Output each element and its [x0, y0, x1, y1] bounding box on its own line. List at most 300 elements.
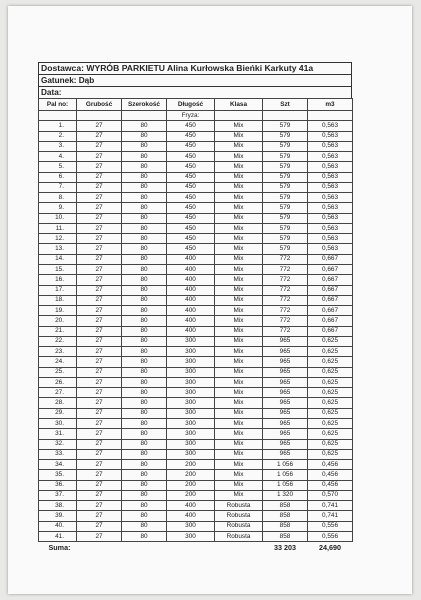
pieces: 965 [263, 336, 308, 346]
volume-m3: 0,625 [308, 408, 353, 418]
thickness: 27 [77, 254, 122, 264]
length: 300 [167, 377, 215, 387]
volume-m3: 0,563 [308, 234, 353, 244]
table-row [39, 470, 353, 480]
thickness: 27 [77, 131, 122, 141]
thickness: 27 [77, 398, 122, 408]
length: 400 [167, 264, 215, 274]
pieces: 1 056 [263, 460, 308, 470]
pallet-number: 13. [39, 244, 77, 254]
pieces: 579 [263, 213, 308, 223]
pieces: 965 [263, 429, 308, 439]
pallet-number: 11. [39, 223, 77, 233]
volume-m3: 0,625 [308, 367, 353, 377]
width: 80 [122, 439, 167, 449]
width: 80 [122, 182, 167, 192]
thickness: 27 [77, 152, 122, 162]
grade: Mix [215, 254, 263, 264]
pallet-number: 10. [39, 213, 77, 223]
table-row [39, 131, 353, 141]
table-row [39, 172, 353, 182]
width: 80 [122, 408, 167, 418]
pieces: 579 [263, 193, 308, 203]
length: 400 [167, 501, 215, 511]
thickness: 27 [77, 377, 122, 387]
grade: Mix [215, 141, 263, 151]
thickness: 27 [77, 203, 122, 213]
length: 300 [167, 408, 215, 418]
pallet-number: 38. [39, 501, 77, 511]
grade: Mix [215, 439, 263, 449]
table-row [39, 213, 353, 223]
thickness: 27 [77, 162, 122, 172]
length: 400 [167, 316, 215, 326]
pieces: 965 [263, 377, 308, 387]
grade: Robusta [215, 521, 263, 531]
thickness: 27 [77, 439, 122, 449]
width: 80 [122, 172, 167, 182]
grade: Mix [215, 223, 263, 233]
table-row [39, 449, 353, 459]
pallet-number: 18. [39, 295, 77, 305]
volume-m3: 0,563 [308, 213, 353, 223]
table-row [39, 306, 353, 316]
pallet-number: 12. [39, 234, 77, 244]
length: 450 [167, 182, 215, 192]
volume-m3: 0,667 [308, 264, 353, 274]
pieces: 858 [263, 511, 308, 521]
pieces: 965 [263, 367, 308, 377]
width: 80 [122, 306, 167, 316]
length: 300 [167, 336, 215, 346]
width: 80 [122, 152, 167, 162]
length: 400 [167, 295, 215, 305]
pieces: 965 [263, 357, 308, 367]
volume-m3: 0,625 [308, 388, 353, 398]
pallet-number: 36. [39, 480, 77, 490]
length: 450 [167, 162, 215, 172]
width: 80 [122, 193, 167, 203]
width: 80 [122, 418, 167, 428]
width: 80 [122, 223, 167, 233]
pallet-number: 9. [39, 203, 77, 213]
table-row [39, 162, 353, 172]
volume-m3: 0,667 [308, 306, 353, 316]
pieces: 772 [263, 275, 308, 285]
volume-m3: 0,563 [308, 223, 353, 233]
volume-m3: 0,563 [308, 203, 353, 213]
pieces: 858 [263, 501, 308, 511]
pallet-number: 21. [39, 326, 77, 336]
width: 80 [122, 490, 167, 500]
pallet-number: 33. [39, 449, 77, 459]
pieces: 965 [263, 439, 308, 449]
table-row [39, 203, 353, 213]
thickness: 27 [77, 429, 122, 439]
length: 450 [167, 244, 215, 254]
width: 80 [122, 203, 167, 213]
length: 400 [167, 275, 215, 285]
thickness: 27 [77, 295, 122, 305]
pallet-number: 3. [39, 141, 77, 151]
width: 80 [122, 316, 167, 326]
volume-m3: 0,667 [308, 275, 353, 285]
thickness: 27 [77, 264, 122, 274]
pieces: 1 056 [263, 480, 308, 490]
width: 80 [122, 275, 167, 285]
width: 80 [122, 511, 167, 521]
table-row [39, 254, 353, 264]
volume-m3: 0,667 [308, 316, 353, 326]
grade: Mix [215, 429, 263, 439]
pallet-number: 17. [39, 285, 77, 295]
grade: Mix [215, 295, 263, 305]
width: 80 [122, 521, 167, 531]
thickness: 27 [77, 336, 122, 346]
volume-m3: 0,667 [308, 254, 353, 264]
pieces: 858 [263, 521, 308, 531]
grade: Mix [215, 388, 263, 398]
pieces: 579 [263, 234, 308, 244]
thickness: 27 [77, 306, 122, 316]
length: 450 [167, 131, 215, 141]
total-m3: 24,690 [319, 542, 341, 552]
column-header: Szt [263, 99, 308, 111]
table-row [39, 316, 353, 326]
length: 400 [167, 326, 215, 336]
volume-m3: 0,456 [308, 480, 353, 490]
pieces: 579 [263, 223, 308, 233]
pallet-number: 34. [39, 460, 77, 470]
length: 200 [167, 470, 215, 480]
length: 300 [167, 429, 215, 439]
pallet-number: 26. [39, 377, 77, 387]
table-row [39, 326, 353, 336]
table-row [39, 398, 353, 408]
width: 80 [122, 347, 167, 357]
width: 80 [122, 244, 167, 254]
pieces: 1 320 [263, 490, 308, 500]
pallet-number: 37. [39, 490, 77, 500]
grade: Mix [215, 213, 263, 223]
grade: Mix [215, 203, 263, 213]
pieces: 579 [263, 152, 308, 162]
volume-m3: 0,741 [308, 501, 353, 511]
table-row [39, 357, 353, 367]
thickness: 27 [77, 470, 122, 480]
thickness: 27 [77, 121, 122, 131]
document-page [8, 6, 412, 594]
pieces: 965 [263, 398, 308, 408]
grade: Mix [215, 347, 263, 357]
volume-m3: 0,563 [308, 121, 353, 131]
pallet-number: 14. [39, 254, 77, 264]
thickness: 27 [77, 275, 122, 285]
volume-m3: 0,563 [308, 152, 353, 162]
volume-m3: 0,625 [308, 347, 353, 357]
pallet-number: 39. [39, 511, 77, 521]
pallet-number: 24. [39, 357, 77, 367]
pieces: 772 [263, 254, 308, 264]
length: 300 [167, 357, 215, 367]
column-header: Pal no: [39, 99, 77, 111]
pieces: 579 [263, 141, 308, 151]
table-row [39, 285, 353, 295]
length: 450 [167, 234, 215, 244]
pieces: 965 [263, 449, 308, 459]
width: 80 [122, 460, 167, 470]
pallet-number: 40. [39, 521, 77, 531]
grade: Mix [215, 367, 263, 377]
volume-m3: 0,563 [308, 172, 353, 182]
length: 300 [167, 418, 215, 428]
volume-m3: 0,625 [308, 336, 353, 346]
table-row [39, 439, 353, 449]
width: 80 [122, 264, 167, 274]
width: 80 [122, 501, 167, 511]
pieces: 965 [263, 418, 308, 428]
volume-m3: 0,563 [308, 182, 353, 192]
length: 450 [167, 152, 215, 162]
pallet-number: 1. [39, 121, 77, 131]
length: 450 [167, 172, 215, 182]
table-row [39, 490, 353, 500]
width: 80 [122, 295, 167, 305]
length: 300 [167, 521, 215, 531]
width: 80 [122, 388, 167, 398]
pieces: 579 [263, 203, 308, 213]
width: 80 [122, 449, 167, 459]
width: 80 [122, 398, 167, 408]
width: 80 [122, 470, 167, 480]
grade: Robusta [215, 531, 263, 541]
pieces: 772 [263, 326, 308, 336]
pallet-number: 27. [39, 388, 77, 398]
grade: Mix [215, 377, 263, 387]
grade: Mix [215, 234, 263, 244]
pieces: 772 [263, 285, 308, 295]
volume-m3: 0,563 [308, 141, 353, 151]
pieces: 965 [263, 347, 308, 357]
pieces: 772 [263, 306, 308, 316]
grade: Robusta [215, 501, 263, 511]
pieces: 965 [263, 388, 308, 398]
length: 400 [167, 511, 215, 521]
volume-m3: 0,456 [308, 460, 353, 470]
pallet-number: 8. [39, 193, 77, 203]
length: 200 [167, 460, 215, 470]
table-row [39, 264, 353, 274]
width: 80 [122, 141, 167, 151]
grade: Mix [215, 326, 263, 336]
table-row [39, 511, 353, 521]
pallet-number: 28. [39, 398, 77, 408]
pallet-number: 20. [39, 316, 77, 326]
volume-m3: 0,563 [308, 244, 353, 254]
grade: Mix [215, 470, 263, 480]
width: 80 [122, 121, 167, 131]
pallet-number: 31. [39, 429, 77, 439]
thickness: 27 [77, 172, 122, 182]
pallet-number: 4. [39, 152, 77, 162]
table-row [39, 121, 353, 131]
volume-m3: 0,625 [308, 377, 353, 387]
column-header: Długość [167, 99, 215, 111]
pieces: 579 [263, 162, 308, 172]
table-row [39, 388, 353, 398]
column-header: Szerokość [122, 99, 167, 111]
thickness: 27 [77, 418, 122, 428]
column-header: Klasa [215, 99, 263, 111]
supplier-line: Dostawca: WYRÓB PARKIETU Alina Kurłowska Bieńki Karkuty 41a [38, 62, 352, 74]
thickness: 27 [77, 388, 122, 398]
total-pieces: 33 203 [274, 542, 296, 552]
table-row [39, 367, 353, 377]
length: 450 [167, 193, 215, 203]
table-row [39, 521, 353, 531]
table-row [39, 460, 353, 470]
volume-m3: 0,570 [308, 490, 353, 500]
pallet-number: 19. [39, 306, 77, 316]
grade: Mix [215, 408, 263, 418]
thickness: 27 [77, 347, 122, 357]
pieces: 579 [263, 121, 308, 131]
thickness: 27 [77, 182, 122, 192]
table-row [39, 234, 353, 244]
grade: Mix [215, 460, 263, 470]
pallet-table [38, 98, 353, 553]
pallet-number: 6. [39, 172, 77, 182]
thickness: 27 [77, 213, 122, 223]
pallet-number: 35. [39, 470, 77, 480]
grade: Mix [215, 182, 263, 192]
table-row [39, 501, 353, 511]
pallet-number: 15. [39, 264, 77, 274]
thickness: 27 [77, 244, 122, 254]
grade: Mix [215, 316, 263, 326]
volume-m3: 0,667 [308, 295, 353, 305]
thickness: 27 [77, 193, 122, 203]
group-label: Fryza: [167, 111, 215, 121]
volume-m3: 0,625 [308, 439, 353, 449]
column-header: m3 [308, 99, 353, 111]
length: 400 [167, 285, 215, 295]
length: 450 [167, 213, 215, 223]
grade: Mix [215, 275, 263, 285]
pallet-number: 5. [39, 162, 77, 172]
pieces: 772 [263, 264, 308, 274]
width: 80 [122, 336, 167, 346]
table-row [39, 141, 353, 151]
length: 300 [167, 398, 215, 408]
table-row [39, 480, 353, 490]
table-row [39, 223, 353, 233]
volume-m3: 0,625 [308, 418, 353, 428]
width: 80 [122, 531, 167, 541]
length: 450 [167, 223, 215, 233]
volume-m3: 0,556 [308, 531, 353, 541]
length: 300 [167, 347, 215, 357]
table-row [39, 182, 353, 192]
volume-m3: 0,456 [308, 470, 353, 480]
pallet-number: 41. [39, 531, 77, 541]
thickness: 27 [77, 460, 122, 470]
thickness: 27 [77, 326, 122, 336]
width: 80 [122, 480, 167, 490]
table-row [39, 244, 353, 254]
grade: Mix [215, 152, 263, 162]
length: 200 [167, 490, 215, 500]
grade: Mix [215, 172, 263, 182]
grade: Mix [215, 418, 263, 428]
length: 400 [167, 254, 215, 264]
volume-m3: 0,741 [308, 511, 353, 521]
width: 80 [122, 162, 167, 172]
volume-m3: 0,556 [308, 521, 353, 531]
grade: Mix [215, 336, 263, 346]
pieces: 579 [263, 244, 308, 254]
pieces: 858 [263, 531, 308, 541]
volume-m3: 0,667 [308, 285, 353, 295]
pallet-number: 7. [39, 182, 77, 192]
thickness: 27 [77, 531, 122, 541]
thickness: 27 [77, 449, 122, 459]
thickness: 27 [77, 490, 122, 500]
delivery-document [38, 62, 352, 553]
pallet-number: 30. [39, 418, 77, 428]
thickness: 27 [77, 521, 122, 531]
grade: Mix [215, 398, 263, 408]
table-row [39, 193, 353, 203]
length: 300 [167, 367, 215, 377]
pallet-number: 32. [39, 439, 77, 449]
grade: Mix [215, 162, 263, 172]
pieces: 1 056 [263, 470, 308, 480]
species-line: Gatunek: Dąb [38, 74, 352, 86]
volume-m3: 0,563 [308, 131, 353, 141]
volume-m3: 0,625 [308, 357, 353, 367]
width: 80 [122, 357, 167, 367]
width: 80 [122, 326, 167, 336]
date-line: Data: [38, 86, 352, 98]
thickness: 27 [77, 367, 122, 377]
volume-m3: 0,667 [308, 326, 353, 336]
volume-m3: 0,563 [308, 193, 353, 203]
pieces: 772 [263, 316, 308, 326]
table-row [39, 429, 353, 439]
width: 80 [122, 254, 167, 264]
thickness: 27 [77, 511, 122, 521]
pieces: 965 [263, 408, 308, 418]
thickness: 27 [77, 234, 122, 244]
width: 80 [122, 377, 167, 387]
pallet-number: 25. [39, 367, 77, 377]
length: 450 [167, 203, 215, 213]
volume-m3: 0,625 [308, 398, 353, 408]
grade: Mix [215, 264, 263, 274]
volume-m3: 0,563 [308, 162, 353, 172]
volume-m3: 0,625 [308, 449, 353, 459]
grade: Mix [215, 193, 263, 203]
grade: Mix [215, 244, 263, 254]
width: 80 [122, 285, 167, 295]
pieces: 579 [263, 131, 308, 141]
grade: Mix [215, 449, 263, 459]
pieces: 579 [263, 172, 308, 182]
group-label-row [39, 111, 353, 121]
width: 80 [122, 429, 167, 439]
grade: Mix [215, 357, 263, 367]
